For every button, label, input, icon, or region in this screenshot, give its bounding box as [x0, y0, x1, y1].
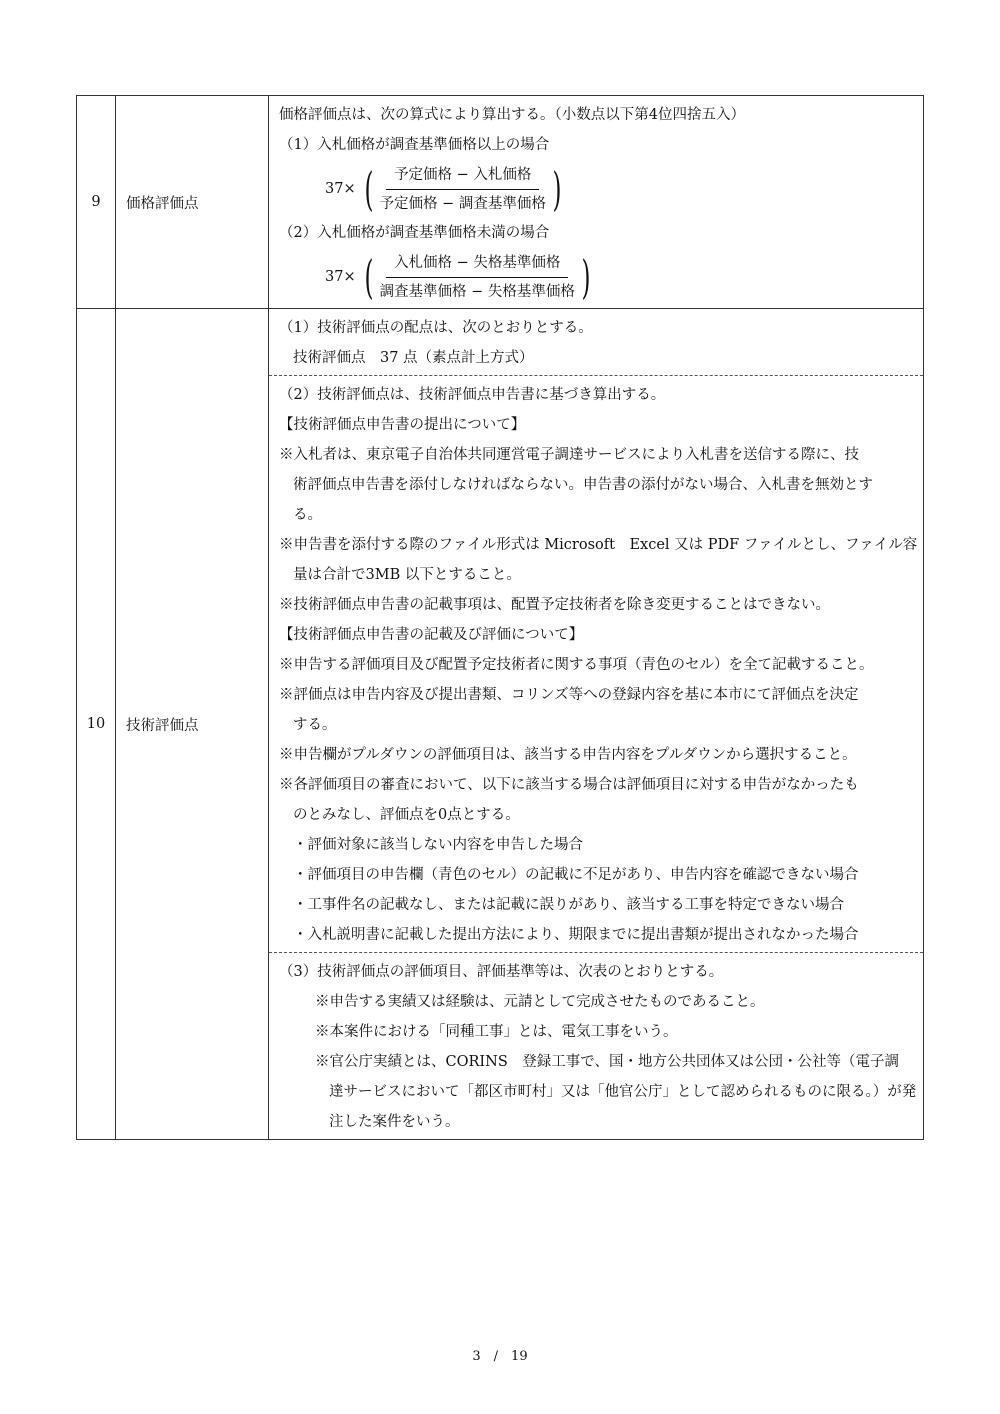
section-allocation — [269, 309, 923, 375]
text-line: 量は合計で3MB 以下とすること。 — [293, 567, 521, 583]
formula-1-fraction — [378, 164, 548, 215]
section-criteria — [269, 952, 923, 1139]
text-line: 注した案件をいう。 — [329, 1114, 460, 1130]
case1-heading: （1）入札価格が調査基準価格以上の場合 — [279, 137, 550, 153]
text-line: ※申告する評価項目及び配置予定技術者に関する事項（青色のセル）を全て記載すること。 — [279, 657, 874, 673]
formula-1 — [269, 160, 923, 218]
text-line: （1）技術評価点の配点は、次のとおりとする。 — [279, 320, 593, 336]
formula-2-coefficient: 37× — [325, 269, 356, 285]
text-line: ※評価点は申告内容及び提出書類、コリンズ等への登録内容を基に本市にて評価点を決定 — [279, 687, 859, 703]
text-line: 技術評価点 37 点（素点計上方式） — [293, 350, 534, 366]
text-line: ※官公庁実績とは、CORINS 登録工事で、国・地方公共団体又は公団・公社等（電子調 — [315, 1054, 899, 1070]
text-line: 術評価点申告書を添付しなければならない。申告書の添付がない場合、入札書を無効とす — [293, 477, 873, 493]
text-line: のとみなし、評価点を0点とする。 — [293, 807, 520, 823]
bullet-line: ・入札説明書に記載した提出方法により、期限までに提出書類が提出されなかった場合 — [293, 927, 859, 943]
text-line: （2）技術評価点は、技術評価点申告書に基づき算出する。 — [279, 387, 666, 403]
text-line: る。 — [293, 507, 322, 523]
text-line: 達サービスにおいて「都区市町村」又は「他官公庁」として認められるものに限る。）が発 — [329, 1084, 917, 1100]
left-paren: ( — [364, 162, 374, 216]
text-line: ※入札者は、東京電子自治体共同運営電子調達サービスにより入札書を送信する際に、技 — [279, 447, 859, 463]
text-line: 【技術評価点申告書の記載及び評価について】 — [279, 627, 584, 643]
row-item-label: 価格評価点 — [116, 96, 269, 309]
page-number: 3 / 19 — [472, 1349, 528, 1364]
text-line: ※申告する実績又は経験は、元請として完成させたものであること。 — [315, 994, 765, 1010]
formula-1-numerator: 予定価格 − 入札価格 — [386, 164, 539, 190]
formula-1-denominator: 予定価格 − 調査基準価格 — [379, 195, 546, 212]
table-row-10 — [77, 309, 924, 1140]
right-paren: ) — [552, 162, 562, 216]
bullet-line: ・工事件名の記載なし、または記載に誤りがあり、該当する工事を特定できない場合 — [293, 897, 844, 913]
left-paren: ( — [364, 250, 374, 304]
formula-2 — [269, 248, 923, 306]
table-row-9 — [77, 96, 924, 309]
text-line: ※本案件における「同種工事」とは、電気工事をいう。 — [315, 1024, 678, 1040]
bullet-line: ・評価項目の申告欄（青色のセル）の記載に不足があり、申告内容を確認できない場合 — [293, 867, 859, 883]
formula-2-denominator: 調査基準価格 − 失格基準価格 — [379, 283, 575, 300]
row-number: 9 — [77, 96, 116, 309]
formula-2-fraction — [378, 252, 577, 303]
formula-2-numerator: 入札価格 − 失格基準価格 — [386, 252, 568, 278]
evaluation-table — [76, 95, 924, 1140]
case2-heading: （2）入札価格が調査基準価格未満の場合 — [279, 225, 550, 241]
price-intro-text: 価格評価点は、次の算式により算出する。（小数点以下第4位四捨五入） — [279, 107, 745, 123]
row-number: 10 — [77, 309, 116, 1140]
section-declaration — [269, 375, 923, 952]
text-line: ※各評価項目の審査において、以下に該当する場合は評価項目に対する申告がなかったも — [279, 777, 859, 793]
text-line: 【技術評価点申告書の提出について】 — [279, 417, 526, 433]
text-line: （3）技術評価点の評価項目、評価基準等は、次表のとおりとする。 — [279, 964, 724, 980]
bullet-line: ・評価対象に該当しない内容を申告した場合 — [293, 837, 583, 853]
technical-evaluation-body — [269, 309, 924, 1140]
price-evaluation-body — [269, 96, 924, 309]
formula-1-coefficient: 37× — [325, 181, 356, 197]
right-paren: ) — [581, 250, 591, 304]
text-line: する。 — [293, 717, 337, 733]
row-item-label: 技術評価点 — [116, 309, 269, 1140]
text-line: ※申告欄がプルダウンの評価項目は、該当する申告内容をプルダウンから選択すること。 — [279, 747, 857, 763]
text-line: ※技術評価点申告書の記載事項は、配置予定技術者を除き変更することはできない。 — [279, 597, 830, 613]
text-line: ※申告書を添付する際のファイル形式は Microsoft Excel 又は PDF ファイルとし、ファイル容 — [279, 537, 918, 553]
